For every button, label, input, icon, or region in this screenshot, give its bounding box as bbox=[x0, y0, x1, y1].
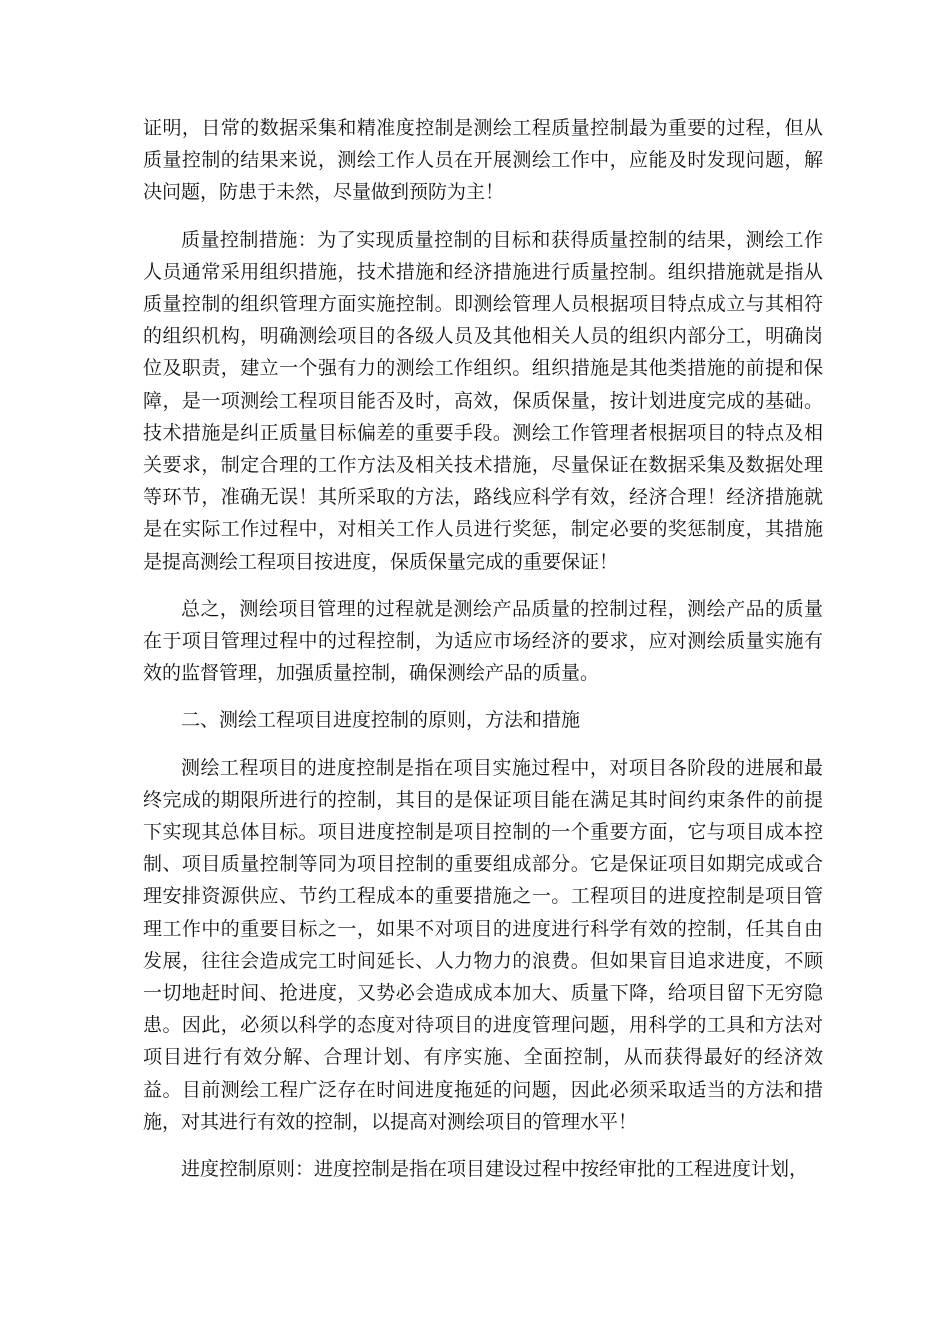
paragraph-progress-principles: 进度控制原则：进度控制是指在项目建设过程中按经审批的工程进度计划， bbox=[181, 1158, 809, 1181]
paragraph-quality-measures: 质量控制措施：为了实现质量控制的目标和获得质量控制的结果，测绘工作人员通常采用组织措施，技术措施和经济措施进行质量控制。组织措施就是指从质量控制的组织管理方面实施控制。即测绘管理人员根据项目特点成立与其相符的组织机构，明确测绘项目的各级人员及其他相关人员的组织内部分工，明确岗位及职责，建立一个强有力的测绘工作组织。组织措施是其他类措施的前提和保障，是一项测绘工程项目能否及时，高效，保质保量，按计划进度完成的基础。技术措施是纠正质量目标偏差的重要手段。测绘工作管理者根据项目的特点及相关要求，制定合理的工作方法及相关技术措施，尽量保证在数据采集及数据处理等环节，准确无误！其所采取的方法，路线应科学有效，经济合理！经济措施就是在实际工作过程中，对相关工作人员进行奖惩，制定必要的奖惩制度，其措施是提高测绘工程项目按进度，保质保量完成的重要保证！ bbox=[143, 228, 823, 573]
document-page bbox=[143, 112, 823, 1200]
section-heading-progress-control: 二、测绘工程项目进度控制的原则，方法和措施 bbox=[181, 709, 581, 732]
paragraph-summary: 总之，测绘项目管理的过程就是测绘产品质量的控制过程，测绘产品的质量在于项目管理过程中的过程控制，为适应市场经济的要求，应对测绘质量实施有效的监督管理，加强质量控制，确保测绘产品的质量。 bbox=[143, 597, 823, 685]
paragraph-progress-control: 测绘工程项目的进度控制是指在项目实施过程中，对项目各阶段的进展和最终完成的期限所进行的控制，其目的是保证项目能在满足其时间约束条件的前提下实现其总体目标。项目进度控制是项目控制的一个重要方面，它与项目成本控制、项目质量控制等同为项目控制的重要组成部分。它是保证项目如期完成或合理安排资源供应、节约工程成本的重要措施之一。工程项目的进度控制是项目管理工作中的重要目标之一，如果不对项目的进度进行科学有效的控制，任其自由发展，往往会造成完工时间延长、人力物力的浪费。但如果盲目追求进度，不顾一切地赶时间、抢进度，又势必会造成成本加大、质量下降，给项目留下无穷隐患。因此，必须以科学的态度对待项目的进度管理问题，用科学的工具和方法对项目进行有效分解、合理计划、有序实施、全面控制，从而获得最好的经济效益。目前测绘工程广泛存在时间进度拖延的问题，因此必须采取适当的方法和措施，对其进行有效的控制，以提高对测绘项目的管理水平！ bbox=[143, 756, 823, 1133]
paragraph-quality-conclusion: 证明，日常的数据采集和精准度控制是测绘工程质量控制最为重要的过程，但从质量控制的结果来说，测绘工作人员在开展测绘工作中，应能及时发现问题，解决问题，防患于未然，尽量做到预防为主！ bbox=[143, 117, 823, 204]
